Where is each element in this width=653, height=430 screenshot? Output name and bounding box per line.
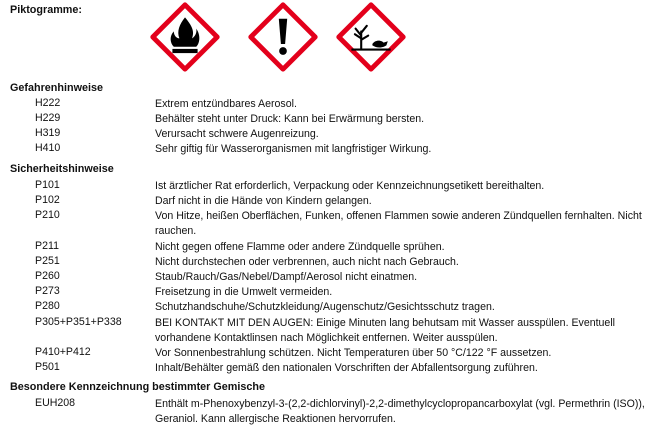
hazard-heading: Gefahrenhinweise (10, 82, 104, 94)
precaution-code: P101 (35, 179, 60, 191)
hazard-text: Extrem entzündbares Aerosol. (155, 98, 297, 110)
hazard-text: Verursacht schwere Augenreizung. (155, 128, 319, 140)
hazard-code: H319 (35, 127, 61, 139)
special-heading: Besondere Kennzeichnung bestimmter Gemische (10, 381, 265, 393)
flame-icon (150, 2, 220, 72)
precaution-code: P280 (35, 300, 60, 312)
hazard-text: Sehr giftig für Wasserorganismen mit langfristiger Wirkung. (155, 143, 432, 155)
hazard-code: H229 (35, 112, 61, 124)
precaution-text: Ist ärztlicher Rat erforderlich, Verpackung oder Kennzeichnungsetikett bereithalten. (155, 180, 545, 192)
special-code: EUH208 (35, 397, 76, 409)
precaution-code: P260 (35, 270, 60, 282)
precaution-text: Schutzhandschuhe/Schutzkleidung/Augenschutz/Gesichtsschutz tragen. (155, 301, 495, 313)
precaution-text: Darf nicht in die Hände von Kindern gelangen. (155, 195, 372, 207)
environment-hazard-icon (336, 2, 406, 72)
precaution-code: P210 (35, 209, 60, 221)
precaution-text: Freisetzung in die Umwelt vermeiden. (155, 286, 333, 298)
pictograms-heading: Piktogramme: (10, 4, 82, 16)
hazard-code: H222 (35, 97, 61, 109)
precaution-code: P501 (35, 361, 60, 373)
precaution-text: Nicht durchstechen oder verbrennen, auch nicht nach Gebrauch. (155, 256, 459, 268)
precaution-code: P211 (35, 240, 59, 252)
hazard-text: Behälter steht unter Druck: Kann bei Erwärmung bersten. (155, 113, 425, 125)
special-text: Enthält m-Phenoxybenzyl-3-(2,2-dichlorvinyl)-2,2-dimethylcyclopropancarboxylat (vgl. Permethrin (ISO)), Geraniol. Kann allergische Reaktionen hervorrufen. (155, 398, 645, 425)
precaution-text: Inhalt/Behälter gemäß den nationalen Vorschriften der Abfallentsorgung zuführen. (155, 362, 538, 374)
precaution-code: P273 (35, 285, 60, 297)
precaution-code: P102 (35, 194, 60, 206)
exclamation-mark-icon (248, 2, 318, 72)
precaution-text: Nicht gegen offene Flamme oder andere Zündquelle sprühen. (155, 241, 445, 253)
precaution-text: Von Hitze, heißen Oberflächen, Funken, offenen Flammen sowie anderen Zündquellen fernhalten. Nicht rauchen. (155, 210, 642, 237)
precaution-heading: Sicherheitshinweise (10, 163, 114, 175)
precaution-text: Staub/Rauch/Gas/Nebel/Dampf/Aerosol nicht einatmen. (155, 271, 418, 283)
precaution-text: BEI KONTAKT MIT DEN AUGEN: Einige Minuten lang behutsam mit Wasser ausspülen. Eventuell vorhandene Kontaktlinsen nach Möglichkeit entfernen. Weiter ausspülen. (155, 317, 616, 344)
precaution-text: Vor Sonnenbestrahlung schützen. Nicht Temperaturen über 50 °C/122 °F aussetzen. (155, 347, 552, 359)
precaution-code: P410+P412 (35, 346, 91, 358)
precaution-code: P251 (35, 255, 60, 267)
hazard-code: H410 (35, 142, 61, 154)
precaution-code: P305+P351+P338 (35, 316, 122, 328)
